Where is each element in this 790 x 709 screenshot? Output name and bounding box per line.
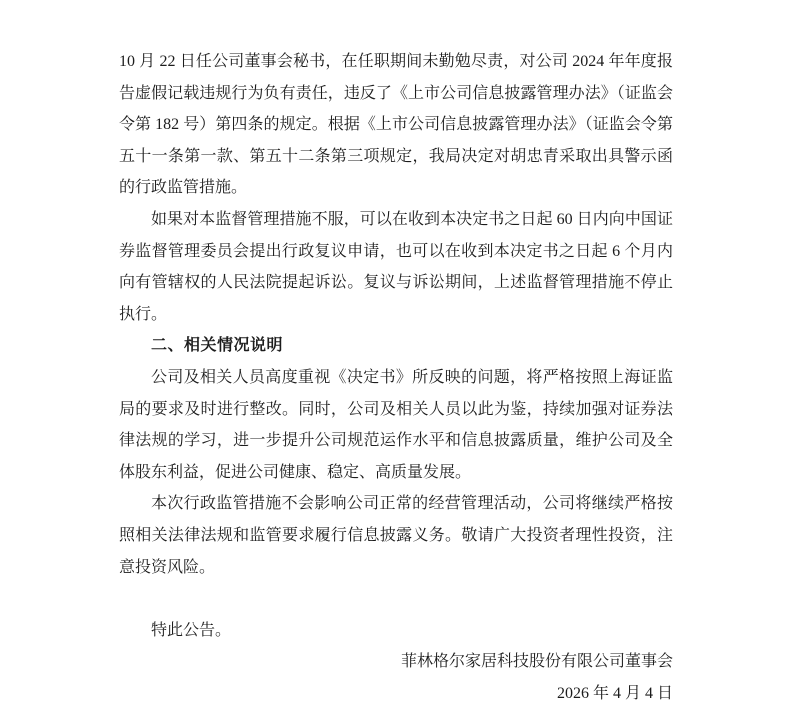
section-heading-related-situation: 二、相关情况说明 (151, 337, 284, 355)
closing-line: 特此公告。 (151, 621, 232, 639)
blank-line-spacer (119, 583, 673, 615)
body-paragraph-appeal-rights: 如果对本监督管理措施不服，可以在收到本决定书之日起 60 日内向中国证券监督管理委员会提出行政复议申请，也可以在收到本决定书之日起 6 个月内向有管辖权的人民法院提起诉讼。复议与诉讼期间，上述监督管理措施不停止执行。 (119, 210, 673, 323)
body-paragraph-rectification: 公司及相关人员高度重视《决定书》所反映的问题，将严格按照上海证监局的要求及时进行整改。同时，公司及相关人员以此为鉴，持续加强对证券法律法规的学习，进一步提升公司规范运作水平和信息披露质量，维护公司及全体股东利益，促进公司健康、稳定、高质量发展。 (119, 368, 673, 481)
body-paragraph-continuation: 10 月 22 日任公司董事会秘书，在任职期间未勤勉尽责，对公司 2024 年年度报告虚假记载违规行为负有责任，违反了《上市公司信息披露管理办法》（证监会令第 182 号）第四条的规定。根据《上市公司信息披露管理办法》（证监会令第五十一条第一款、第五十二条第三项规定，我局决定对胡忠青采取出具警示函的行政监管措施。 (119, 53, 673, 197)
body-paragraph-impact-statement: 本次行政监管措施不会影响公司正常的经营管理活动，公司将继续严格按照相关法律法规和监管要求履行信息披露义务。敬请广大投资者理性投资，注意投资风险。 (119, 495, 673, 576)
signature-company: 菲林格尔家居科技股份有限公司董事会 (400, 653, 673, 671)
signature-date: 2026 年 4 月 4 日 (556, 684, 673, 702)
